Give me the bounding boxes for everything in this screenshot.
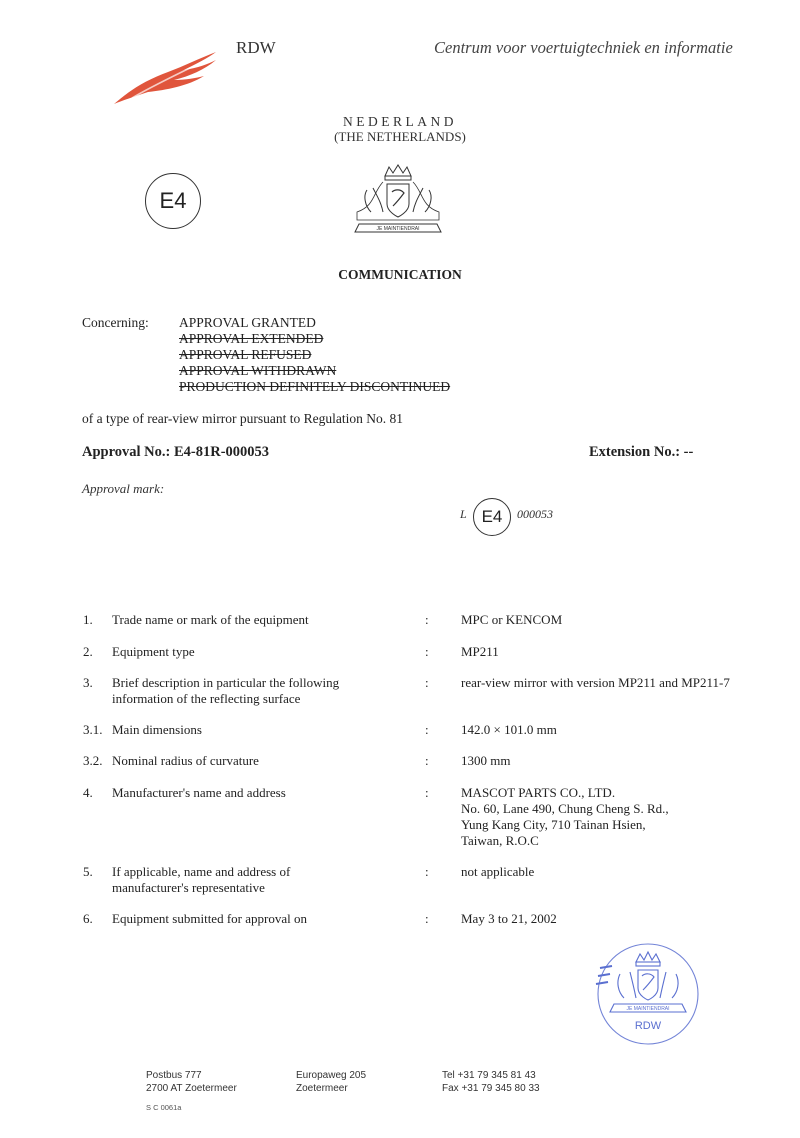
item-value-line-2: No. 60, Lane 490, Chung Cheng S. Rd., [461,801,669,816]
item-number: 4. [83,785,93,800]
item-label: Equipment type [112,644,195,659]
item-label: Manufacturer's name and address [112,785,286,800]
footer-postal-city: 2700 AT Zoetermeer [146,1083,237,1094]
item-number: 2. [83,644,93,659]
status-extended: APPROVAL EXTENDED [179,331,324,346]
item-number: 6. [83,911,93,926]
footer-city: Zoetermeer [296,1083,348,1094]
item-number: 3.1. [83,722,103,737]
country-name: NEDERLAND [343,114,457,129]
item-value: not applicable [461,864,535,879]
stamp-motto: JE MAINTIENDRAI [626,1006,670,1013]
item-number: 3.2. [83,753,103,768]
footer-postal-address [146,1069,237,1095]
item-value: MPC or KENCOM [461,612,563,627]
item-label: Trade name or mark of the equipment [112,612,309,627]
item-label: Main dimensions [112,722,202,737]
stamp-text: RDW [634,1020,662,1032]
footer-postbus: Postbus 777 [146,1070,202,1081]
footer-street: Europaweg 205 [296,1070,367,1081]
item-colon: : [425,612,429,627]
item-label-line-2: manufacturer's representative [112,880,265,895]
status-granted: APPROVAL GRANTED [179,315,316,330]
rdw-logo-icon [112,46,218,106]
item-colon: : [425,911,429,926]
approval-mark-label: Approval mark: [82,481,165,496]
footer-contact [442,1069,540,1095]
item-value: May 3 to 21, 2002 [461,911,557,926]
item-label: Nominal radius of curvature [112,753,259,768]
item-label: Brief description in particular the following [112,675,340,690]
footer-tel: Tel +31 79 345 81 43 [442,1070,536,1081]
item-colon: : [425,785,429,800]
footer-street-address [296,1069,366,1095]
status-withdrawn: APPROVAL WITHDRAWN [179,363,337,378]
official-stamp-icon [590,940,704,1050]
item-label: Equipment submitted for approval on [112,911,307,926]
item-colon: : [425,722,429,737]
approval-mark-circle: E4 [473,498,511,536]
item-value: MP211 [461,644,499,659]
item-value: rear-view mirror with version MP211 and MP211-7 [461,675,730,690]
concerning-label: Concerning: [82,315,149,330]
item-colon: : [425,753,429,768]
item-colon: : [425,864,429,879]
country-name-english: (THE NETHERLANDS) [334,129,466,144]
item-label: If applicable, name and address of [112,864,291,879]
item-label-line-2: information of the reflecting surface [112,691,301,706]
regulation-statement: of a type of rear-view mirror pursuant to Regulation No. 81 [82,411,404,426]
extension-number: Extension No.: -- [589,444,694,460]
item-colon: : [425,644,429,659]
item-value: 1300 mm [461,753,511,768]
footer-fax: Fax +31 79 345 80 33 [442,1083,540,1094]
item-value: MASCOT PARTS CO., LTD. [461,785,616,800]
org-tagline: Centrum voor voertuigtechniek en informatie [434,38,733,57]
item-number: 5. [83,864,93,879]
coat-of-arms-motto: JE MAINTIENDRAI [376,226,420,233]
status-discontinued: PRODUCTION DEFINITELY DISCONTINUED [179,379,451,394]
approval-mark-prefix: L [460,507,467,521]
item-colon: : [425,675,429,690]
approval-number: Approval No.: E4-81R-000053 [82,444,270,460]
item-value-line-3: Yung Kang City, 710 Tainan Hsien, [461,817,646,832]
item-number: 3. [83,675,93,690]
approval-mark-number: 000053 [517,507,553,521]
status-refused: APPROVAL REFUSED [179,347,312,362]
country-mark-circle: E4 [145,173,201,229]
coat-of-arms-icon [353,162,443,242]
form-code: S C 0061a [146,1103,182,1112]
org-name: RDW [236,38,276,57]
item-value: 142.0 × 101.0 mm [461,722,557,737]
item-number: 1. [83,612,93,627]
item-value-line-4: Taiwan, R.O.C [461,833,539,848]
document-title: COMMUNICATION [338,267,462,282]
